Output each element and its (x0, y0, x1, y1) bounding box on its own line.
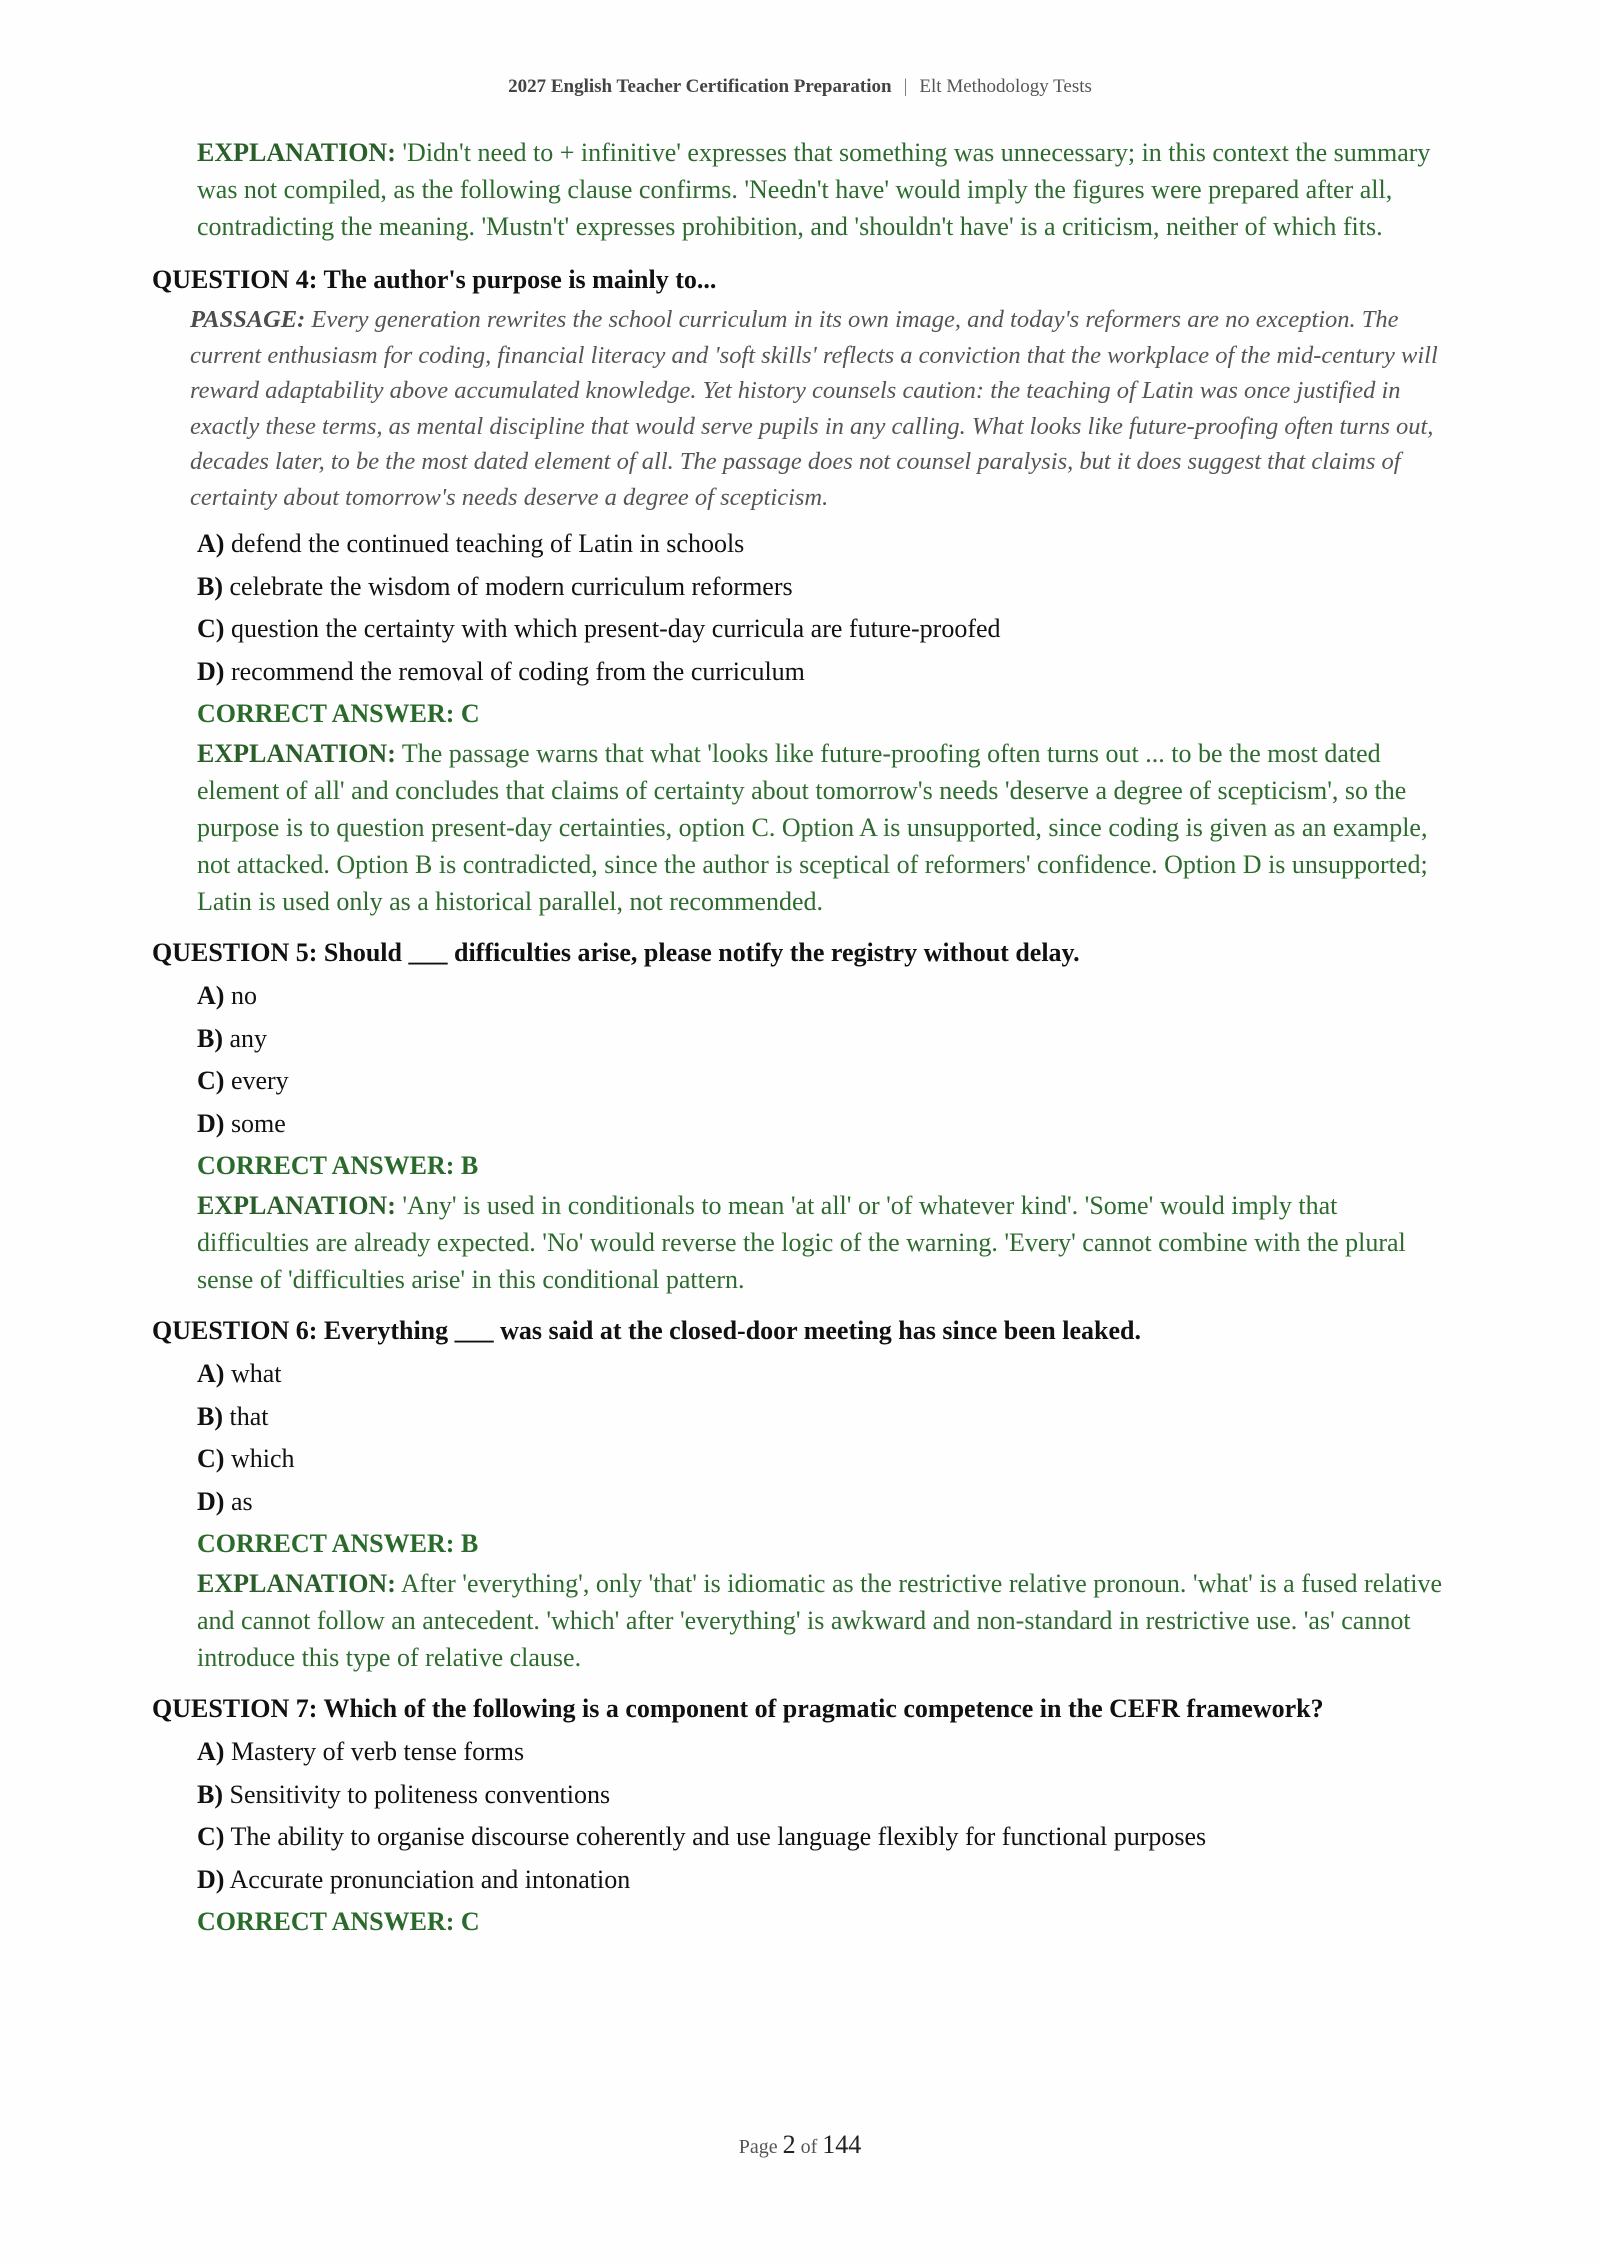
option-letter: D) (197, 1108, 225, 1138)
option-letter: C) (197, 1066, 225, 1095)
option-list (197, 1353, 1452, 1523)
option-text: which (224, 1444, 295, 1473)
option-letter: C) (197, 1444, 225, 1473)
option-letter: D) (197, 1864, 225, 1894)
page-current: 2 (782, 2130, 796, 2159)
explanation-label: EXPLANATION: (197, 138, 396, 167)
book-title: 2027 English Teacher Certification Preparation (508, 76, 892, 97)
option-b (197, 1018, 1452, 1061)
option-text: some (224, 1108, 286, 1138)
option-text: recommend the removal of coding from the curriculum (224, 656, 805, 686)
correct-answer: CORRECT ANSWER: C (197, 1907, 480, 1936)
page-header (0, 76, 1600, 98)
option-a (197, 1353, 1452, 1396)
option-text: as (224, 1486, 253, 1516)
option-text: any (223, 1023, 268, 1053)
option-c (197, 1438, 1452, 1481)
explanation (197, 1565, 1452, 1676)
option-text: defend the continued teaching of Latin in schools (224, 529, 745, 558)
option-text: no (224, 981, 257, 1010)
question-title: QUESTION 6: Everything ___ was said at the closed-door meeting has since been leaked. (152, 1316, 1141, 1345)
option-text: The ability to organise discourse coherently and use language flexibly for functional purposes (224, 1822, 1207, 1851)
option-d (197, 1481, 1452, 1524)
option-text: Mastery of verb tense forms (224, 1737, 525, 1766)
option-letter: C) (197, 1822, 225, 1851)
passage (190, 302, 1452, 515)
explanation (197, 1187, 1452, 1298)
passage-text: Every generation rewrites the school curriculum in its own image, and today's reformers are no exception. The current enthusiasm for coding, financial literacy and 'soft skills' reflects a conviction that the workplace of the mid-century will reward adaptability above accumulated knowledge. Yet history counsels caution: the teaching of Latin was once justified in exactly these terms, as mental discipline that would serve pupils in any calling. What looks like future-proofing often turns out, decades later, to be the most dated element of all. The passage does not counsel paralysis, but it does suggest that claims of certainty about tomorrow's needs deserve a degree of scepticism. (190, 306, 1438, 511)
explanation-text: After 'everything', only 'that' is idiomatic as the restrictive relative pronoun. 'what' is a fused relative and cannot follow an antecedent. 'which' after 'everything' is awkward and non-standard in restrictive use. 'as' cannot introduce this type of relative clause. (197, 1569, 1442, 1672)
option-a (197, 523, 1452, 566)
option-letter: D) (197, 1486, 225, 1516)
option-text: Accurate pronunciation and intonation (224, 1864, 631, 1894)
page-footer (0, 2130, 1600, 2160)
explanation-label: EXPLANATION: (197, 739, 396, 768)
option-letter: B) (197, 1023, 223, 1053)
option-d (197, 651, 1452, 694)
option-text: that (223, 1401, 269, 1431)
option-letter: C) (197, 614, 225, 643)
option-text: Sensitivity to politeness conventions (223, 1779, 611, 1809)
option-text: question the certainty with which present-day curricula are future-proofed (224, 614, 1001, 643)
question-7 (152, 1690, 1452, 1943)
option-letter: A) (197, 981, 225, 1010)
section-title: Elt Methodology Tests (919, 76, 1092, 97)
option-list (197, 523, 1452, 693)
explanation-text: 'Didn't need to + infinitive' expresses that something was unnecessary; in this context the summary was not compiled, as the following clause confirms. 'Needn't have' would imply the figures were prepared after all, contradicting the meaning. 'Mustn't' expresses prohibition, and 'shouldn't have' is a criticism, neither of which fits. (197, 138, 1431, 241)
option-letter: A) (197, 1359, 225, 1388)
question-title: QUESTION 5: Should ___ difficulties arise, please notify the registry without delay. (152, 938, 1080, 967)
option-c (197, 608, 1452, 651)
option-letter: B) (197, 1779, 223, 1809)
option-d (197, 1859, 1452, 1902)
option-list (197, 975, 1452, 1145)
option-letter: A) (197, 1737, 225, 1766)
question-5 (152, 934, 1452, 1298)
question-6 (152, 1312, 1452, 1676)
option-list (197, 1731, 1452, 1901)
page-total: 144 (822, 2130, 862, 2159)
page-of: of (800, 2136, 818, 2158)
option-a (197, 1731, 1452, 1774)
option-text: every (224, 1066, 289, 1095)
option-b (197, 1774, 1452, 1817)
question-4 (152, 261, 1452, 920)
explanation-label: EXPLANATION: (197, 1191, 396, 1220)
question-title: QUESTION 7: Which of the following is a component of pragmatic competence in the CEFR framework? (152, 1694, 1324, 1723)
option-d (197, 1103, 1452, 1146)
explanation (197, 735, 1452, 920)
header-separator: | (903, 76, 908, 97)
option-letter: D) (197, 656, 225, 686)
option-b (197, 566, 1452, 609)
explanation-text: The passage warns that what 'looks like future-proofing often turns out ... to be the most dated element of all' and concludes that claims of certainty about tomorrow's needs 'deserve a degree of scepticism', so the purpose is to question present-day certainties, option C. Option A is unsupported, since coding is given as an example, not attacked. Option B is contradicted, since the author is sceptical of reformers' confidence. Option D is unsupported; Latin is used only as a historical parallel, not recommended. (197, 739, 1428, 916)
option-text: what (224, 1359, 282, 1388)
question-title: QUESTION 4: The author's purpose is mainly to... (152, 265, 717, 294)
option-a (197, 975, 1452, 1018)
correct-answer: CORRECT ANSWER: C (197, 699, 480, 728)
option-c (197, 1060, 1452, 1103)
correct-answer: CORRECT ANSWER: B (197, 1529, 479, 1558)
option-c (197, 1816, 1452, 1859)
option-letter: B) (197, 571, 223, 601)
explanation-text: 'Any' is used in conditionals to mean 'at all' or 'of whatever kind'. 'Some' would imply that difficulties are already expected. 'No' would reverse the logic of the warning. 'Every' cannot combine with the plural sense of 'difficulties arise' in this conditional pattern. (197, 1191, 1406, 1294)
carryover-explanation (197, 134, 1452, 245)
explanation-label: EXPLANATION: (197, 1569, 396, 1598)
page-prefix: Page (738, 2136, 778, 2158)
passage-label: PASSAGE: (190, 306, 306, 333)
option-letter: B) (197, 1401, 223, 1431)
correct-answer: CORRECT ANSWER: B (197, 1151, 479, 1180)
option-text: celebrate the wisdom of modern curriculum reformers (223, 571, 793, 601)
option-b (197, 1396, 1452, 1439)
option-letter: A) (197, 529, 225, 558)
page-content (152, 134, 1452, 1943)
